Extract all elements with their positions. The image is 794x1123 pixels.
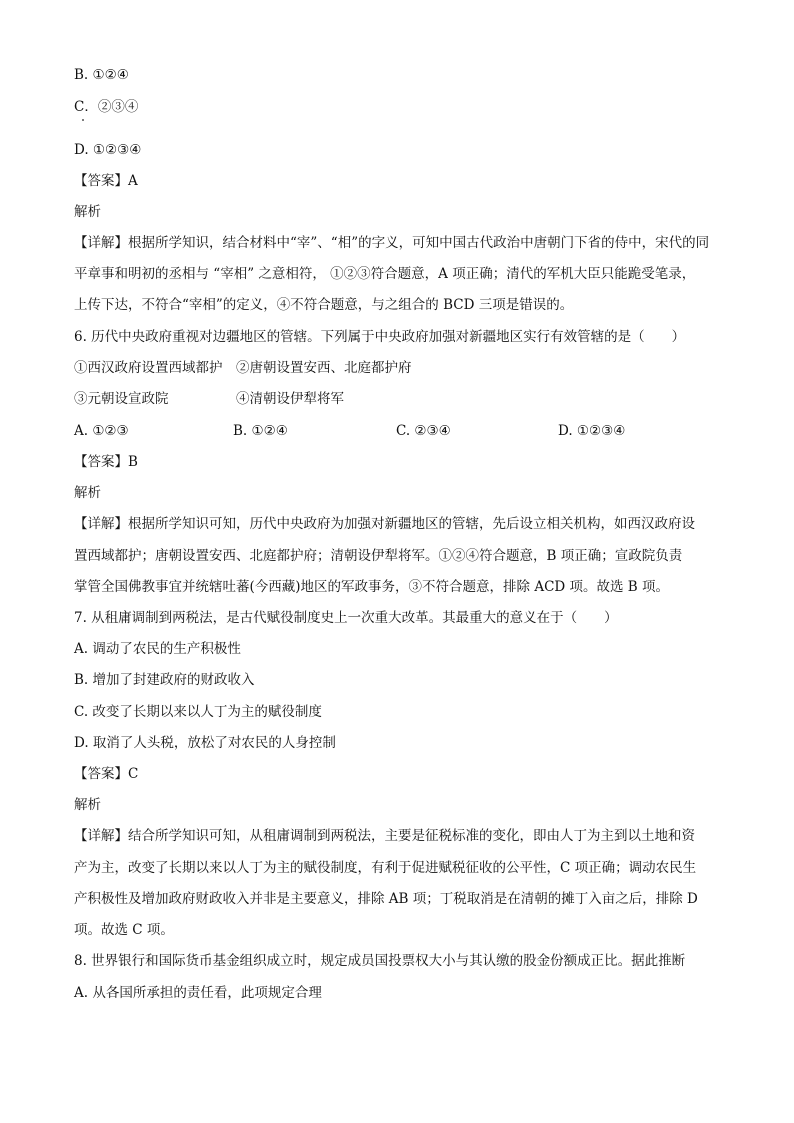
q6-detail-line-3: 掌管全国佛教事宜并统辖吐蕃(今西藏)地区的军政事务，③不符合题意，排除 ACD 项。故选 B 项。 (74, 579, 670, 595)
q5-option-c: C．②③④ (74, 99, 139, 115)
q5-option-b: B. ①②④ (74, 67, 129, 83)
q7-option-a: A. 调动了农民的生产积极性 (74, 641, 241, 657)
q6-items-line-1: ①西汉政府设置西域都护 ②唐朝设置安西、北庭都护府 (74, 360, 412, 376)
q7-detail-line-1: 【详解】结合所学知识可知，从租庸调制到两税法，主要是征税标准的变化，即由人丁为主到以土地和资 (74, 828, 695, 844)
q6-analysis-heading: 解析 (74, 485, 101, 501)
q5-analysis-heading: 解析 (74, 204, 101, 220)
q6-option-d: D. ①②③④ (558, 423, 626, 439)
q5-detail-line-2: 平章事和明初的丞相与 “宰相” 之意相符， ①②③符合题意，A 项正确；清代的军机大臣只能跪受笔录， (74, 266, 696, 282)
q5-option-d: D. ①②③④ (74, 142, 142, 158)
q7-detail-line-2: 产为主，改变了长期以来以人丁为主的赋役制度，有利于促进赋税征收的公平性，C 项正确；调动农民生 (74, 860, 697, 876)
q7-answer: 【答案】C (74, 766, 139, 782)
q6-option-c: C. ②③④ (396, 423, 451, 439)
q8-stem: 8. 世界银行和国际货币基金组织成立时，规定成员国投票权大小与其认缴的股金份额成正比。据此推断 (74, 953, 686, 969)
q5-detail-line-3: 上传下达，不符合“宰相”的定义，④不符合题意，与之组合的 BCD 三项是错误的。 (74, 297, 574, 313)
q7-detail-line-4: 项。故选 C 项。 (74, 922, 174, 938)
q6-items-line-2: ③元朝设宣政院 ④清朝设伊犁将军 (74, 391, 344, 407)
q6-answer: 【答案】B (74, 454, 138, 470)
q5-detail-line-1: 【详解】根据所学知识，结合材料中“宰”、“相”的字义，可知中国古代政治中唐朝门下省的侍中，宋代的同 (74, 235, 710, 251)
q7-detail-line-3: 产积极性及增加政府财政收入并非是主要意义，排除 AB 项；丁税取消是在清朝的摊丁入亩之后，排除 D (74, 891, 698, 907)
q6-detail-line-2: 置西域都护；唐朝设置安西、北庭都护府；清朝设伊犁将军。①②④符合题意，B 项正确；宣政院负责 (74, 548, 683, 564)
q5-answer: 【答案】A (74, 173, 138, 189)
q6-option-a: A. ①②③ (74, 423, 129, 439)
stray-dot (82, 119, 84, 121)
q6-detail-line-1: 【详解】根据所学知识可知，历代中央政府为加强对新疆地区的管辖，先后设立相关机构，如西汉政府设 (74, 516, 695, 532)
q8-option-a: A. 从各国所承担的责任看，此项规定合理 (74, 985, 322, 1001)
q7-option-c: C. 改变了长期以来以人丁为主的赋役制度 (74, 704, 322, 720)
q7-option-d: D. 取消了人头税，放松了对农民的人身控制 (74, 735, 336, 751)
q6-option-b: B. ①②④ (233, 423, 288, 439)
q7-analysis-heading: 解析 (74, 797, 101, 813)
q6-stem: 6. 历代中央政府重视对边疆地区的管辖。下列属于中央政府加强对新疆地区实行有效管辖的是（ ） (74, 329, 686, 345)
q7-option-b: B. 增加了封建政府的财政收入 (74, 672, 255, 688)
q7-stem: 7. 从租庸调制到两税法，是古代赋役制度史上一次重大改革。其最重大的意义在于（ ） (74, 610, 618, 626)
